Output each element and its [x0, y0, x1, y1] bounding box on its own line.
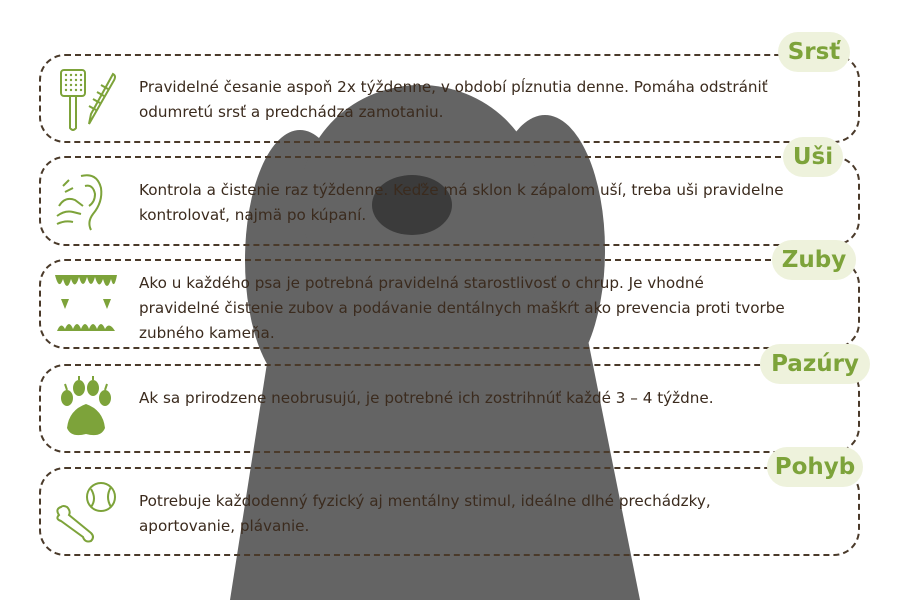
- card-pohyb: [39, 467, 860, 556]
- ear-cleaning-icon: [51, 166, 121, 236]
- section-title: Pazúry: [760, 344, 870, 384]
- section-title: Uši: [783, 137, 843, 177]
- section-title: Pohyb: [767, 447, 863, 487]
- bone-ball-icon: [51, 477, 121, 547]
- brush-comb-icon: [51, 64, 121, 134]
- section-text: Ak sa prirodzene neobrusujú, je potrebné ich zostrihnúť každé 3 – 4 týždne.: [139, 389, 714, 407]
- card-srst: [39, 54, 860, 143]
- paw-icon: [51, 374, 121, 444]
- section-text: Pravidelné česanie aspoň 2x týždenne, v období pĺznutia denne. Pomáha odstrániť odumretú srsť a predchádza zamotaniu.: [139, 78, 768, 121]
- card-pazury: [39, 364, 860, 453]
- section-title: Zuby: [772, 240, 856, 280]
- card-usi: [39, 156, 860, 246]
- section-text: Potrebuje každodenný fyzický aj mentálny stimul, ideálne dlhé prechádzky, aportovanie, plávanie.: [139, 492, 711, 535]
- section-title: Srsť: [778, 32, 850, 72]
- section-text: Kontrola a čistenie raz týždenne. Keďže má sklon k zápalom uší, treba uši pravidelne kontrolovať, najmä po kúpaní.: [139, 181, 784, 224]
- section-text: Ako u každého psa je potrebná pravidelná starostlivosť o chrup. Je vhodné pravidelné čistenie zubov a podávanie dentálnych maškŕt ako prevencia proti tvorbe zubného kameňa.: [139, 274, 785, 342]
- card-zuby: [39, 259, 860, 349]
- teeth-icon: [51, 269, 121, 339]
